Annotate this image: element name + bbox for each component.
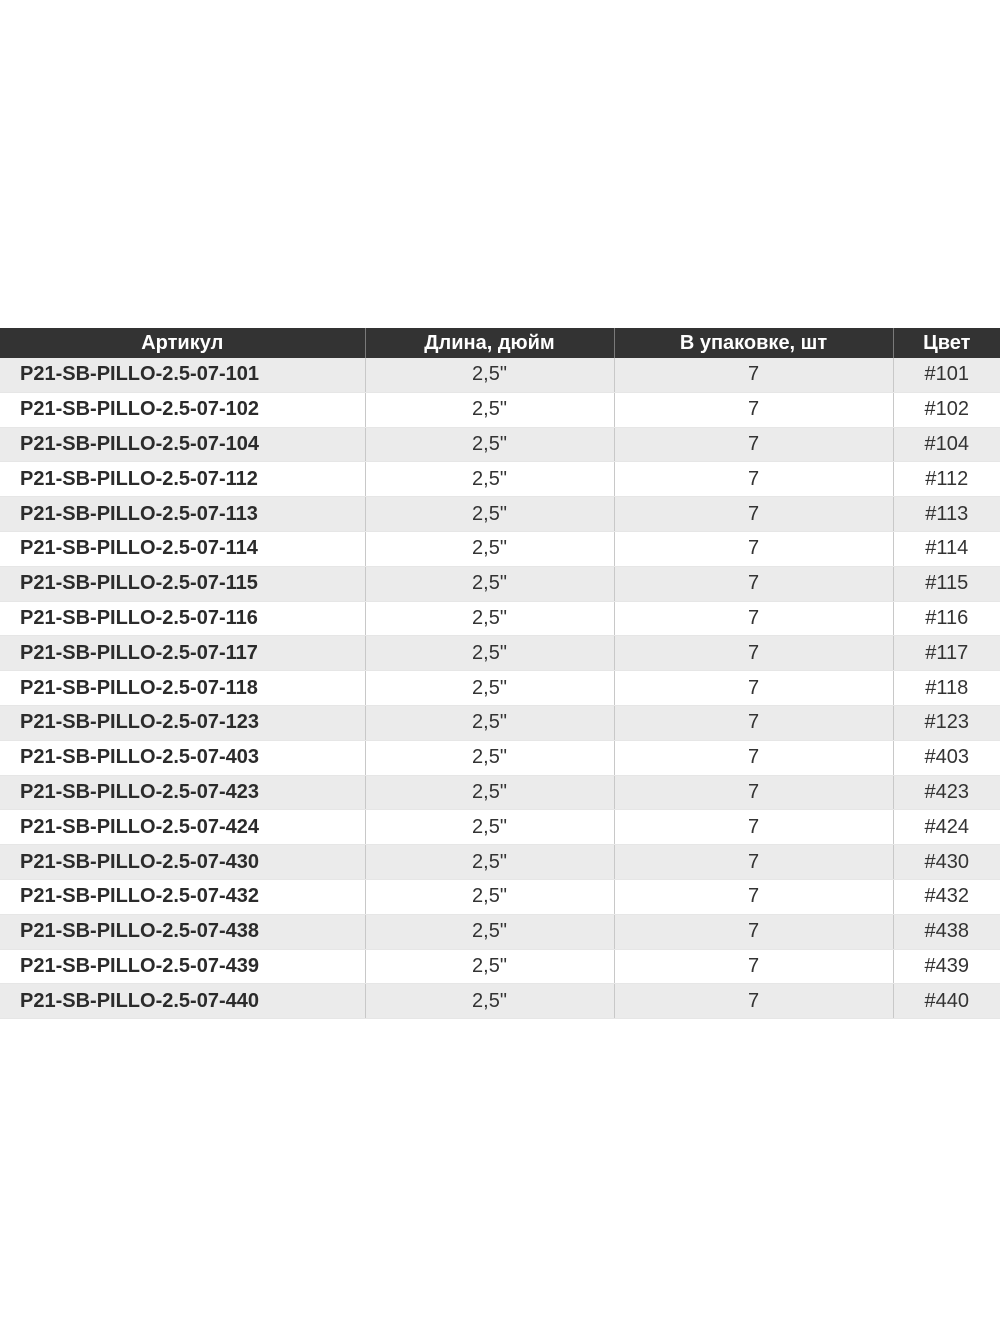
length-cell: 2,5" (365, 845, 614, 880)
article-cell: P21-SB-PILLO-2.5-07-118 (0, 671, 365, 706)
table-header (0, 328, 1000, 358)
length-cell: 2,5" (365, 392, 614, 427)
length-cell: 2,5" (365, 427, 614, 462)
pack-quantity-cell: 7 (614, 497, 893, 532)
color-cell: #440 (893, 984, 1000, 1019)
article-cell: P21-SB-PILLO-2.5-07-438 (0, 914, 365, 949)
table-row (0, 358, 1000, 392)
length-cell: 2,5" (365, 705, 614, 740)
table-row (0, 879, 1000, 914)
pack-quantity-cell: 7 (614, 636, 893, 671)
length-cell: 2,5" (365, 914, 614, 949)
article-cell: P21-SB-PILLO-2.5-07-439 (0, 949, 365, 984)
color-cell: #118 (893, 671, 1000, 706)
article-cell: P21-SB-PILLO-2.5-07-116 (0, 601, 365, 636)
table-body (0, 358, 1000, 1019)
pack-quantity-cell: 7 (614, 358, 893, 392)
color-cell: #112 (893, 462, 1000, 497)
article-cell: P21-SB-PILLO-2.5-07-430 (0, 845, 365, 880)
pack-quantity-cell: 7 (614, 705, 893, 740)
article-cell: P21-SB-PILLO-2.5-07-123 (0, 705, 365, 740)
table-row (0, 949, 1000, 984)
table-row (0, 810, 1000, 845)
pack-quantity-cell: 7 (614, 914, 893, 949)
table-row (0, 601, 1000, 636)
color-cell: #104 (893, 427, 1000, 462)
color-cell: #432 (893, 879, 1000, 914)
table-row (0, 497, 1000, 532)
pack-quantity-cell: 7 (614, 949, 893, 984)
length-cell: 2,5" (365, 636, 614, 671)
color-cell: #438 (893, 914, 1000, 949)
header-row (0, 328, 1000, 358)
pack-quantity-cell: 7 (614, 775, 893, 810)
pack-quantity-cell: 7 (614, 984, 893, 1019)
length-cell: 2,5" (365, 949, 614, 984)
table-row (0, 984, 1000, 1019)
product-spec-sheet (0, 328, 1000, 1019)
pack-quantity-cell: 7 (614, 810, 893, 845)
table-row (0, 845, 1000, 880)
table-row (0, 914, 1000, 949)
length-cell: 2,5" (365, 984, 614, 1019)
pack-quantity-cell: 7 (614, 601, 893, 636)
table-row (0, 462, 1000, 497)
pack-quantity-cell: 7 (614, 392, 893, 427)
table-row (0, 427, 1000, 462)
color-cell: #423 (893, 775, 1000, 810)
table-row (0, 392, 1000, 427)
color-cell: #114 (893, 531, 1000, 566)
color-cell: #430 (893, 845, 1000, 880)
color-cell: #116 (893, 601, 1000, 636)
pack-quantity-cell: 7 (614, 740, 893, 775)
color-cell: #424 (893, 810, 1000, 845)
pack-quantity-cell: 7 (614, 462, 893, 497)
header-article: Артикул (0, 328, 365, 358)
article-cell: P21-SB-PILLO-2.5-07-104 (0, 427, 365, 462)
color-cell: #113 (893, 497, 1000, 532)
color-cell: #439 (893, 949, 1000, 984)
article-cell: P21-SB-PILLO-2.5-07-423 (0, 775, 365, 810)
color-cell: #101 (893, 358, 1000, 392)
pack-quantity-cell: 7 (614, 879, 893, 914)
length-cell: 2,5" (365, 462, 614, 497)
pack-quantity-cell: 7 (614, 566, 893, 601)
color-cell: #117 (893, 636, 1000, 671)
length-cell: 2,5" (365, 601, 614, 636)
table-row (0, 705, 1000, 740)
length-cell: 2,5" (365, 497, 614, 532)
length-cell: 2,5" (365, 740, 614, 775)
length-cell: 2,5" (365, 671, 614, 706)
length-cell: 2,5" (365, 358, 614, 392)
article-cell: P21-SB-PILLO-2.5-07-403 (0, 740, 365, 775)
color-cell: #403 (893, 740, 1000, 775)
pack-quantity-cell: 7 (614, 427, 893, 462)
header-length: Длина, дюйм (365, 328, 614, 358)
pack-quantity-cell: 7 (614, 671, 893, 706)
length-cell: 2,5" (365, 879, 614, 914)
article-cell: P21-SB-PILLO-2.5-07-440 (0, 984, 365, 1019)
table-row (0, 740, 1000, 775)
article-cell: P21-SB-PILLO-2.5-07-115 (0, 566, 365, 601)
table-row (0, 531, 1000, 566)
color-cell: #115 (893, 566, 1000, 601)
table-row (0, 566, 1000, 601)
article-cell: P21-SB-PILLO-2.5-07-424 (0, 810, 365, 845)
table-row (0, 775, 1000, 810)
color-cell: #102 (893, 392, 1000, 427)
header-color: Цвет (893, 328, 1000, 358)
article-cell: P21-SB-PILLO-2.5-07-101 (0, 358, 365, 392)
product-table (0, 328, 1000, 1019)
article-cell: P21-SB-PILLO-2.5-07-432 (0, 879, 365, 914)
table-row (0, 636, 1000, 671)
article-cell: P21-SB-PILLO-2.5-07-117 (0, 636, 365, 671)
header-pack-quantity: В упаковке, шт (614, 328, 893, 358)
article-cell: P21-SB-PILLO-2.5-07-112 (0, 462, 365, 497)
length-cell: 2,5" (365, 775, 614, 810)
pack-quantity-cell: 7 (614, 531, 893, 566)
length-cell: 2,5" (365, 810, 614, 845)
length-cell: 2,5" (365, 531, 614, 566)
article-cell: P21-SB-PILLO-2.5-07-114 (0, 531, 365, 566)
article-cell: P21-SB-PILLO-2.5-07-113 (0, 497, 365, 532)
color-cell: #123 (893, 705, 1000, 740)
table-row (0, 671, 1000, 706)
pack-quantity-cell: 7 (614, 845, 893, 880)
length-cell: 2,5" (365, 566, 614, 601)
article-cell: P21-SB-PILLO-2.5-07-102 (0, 392, 365, 427)
